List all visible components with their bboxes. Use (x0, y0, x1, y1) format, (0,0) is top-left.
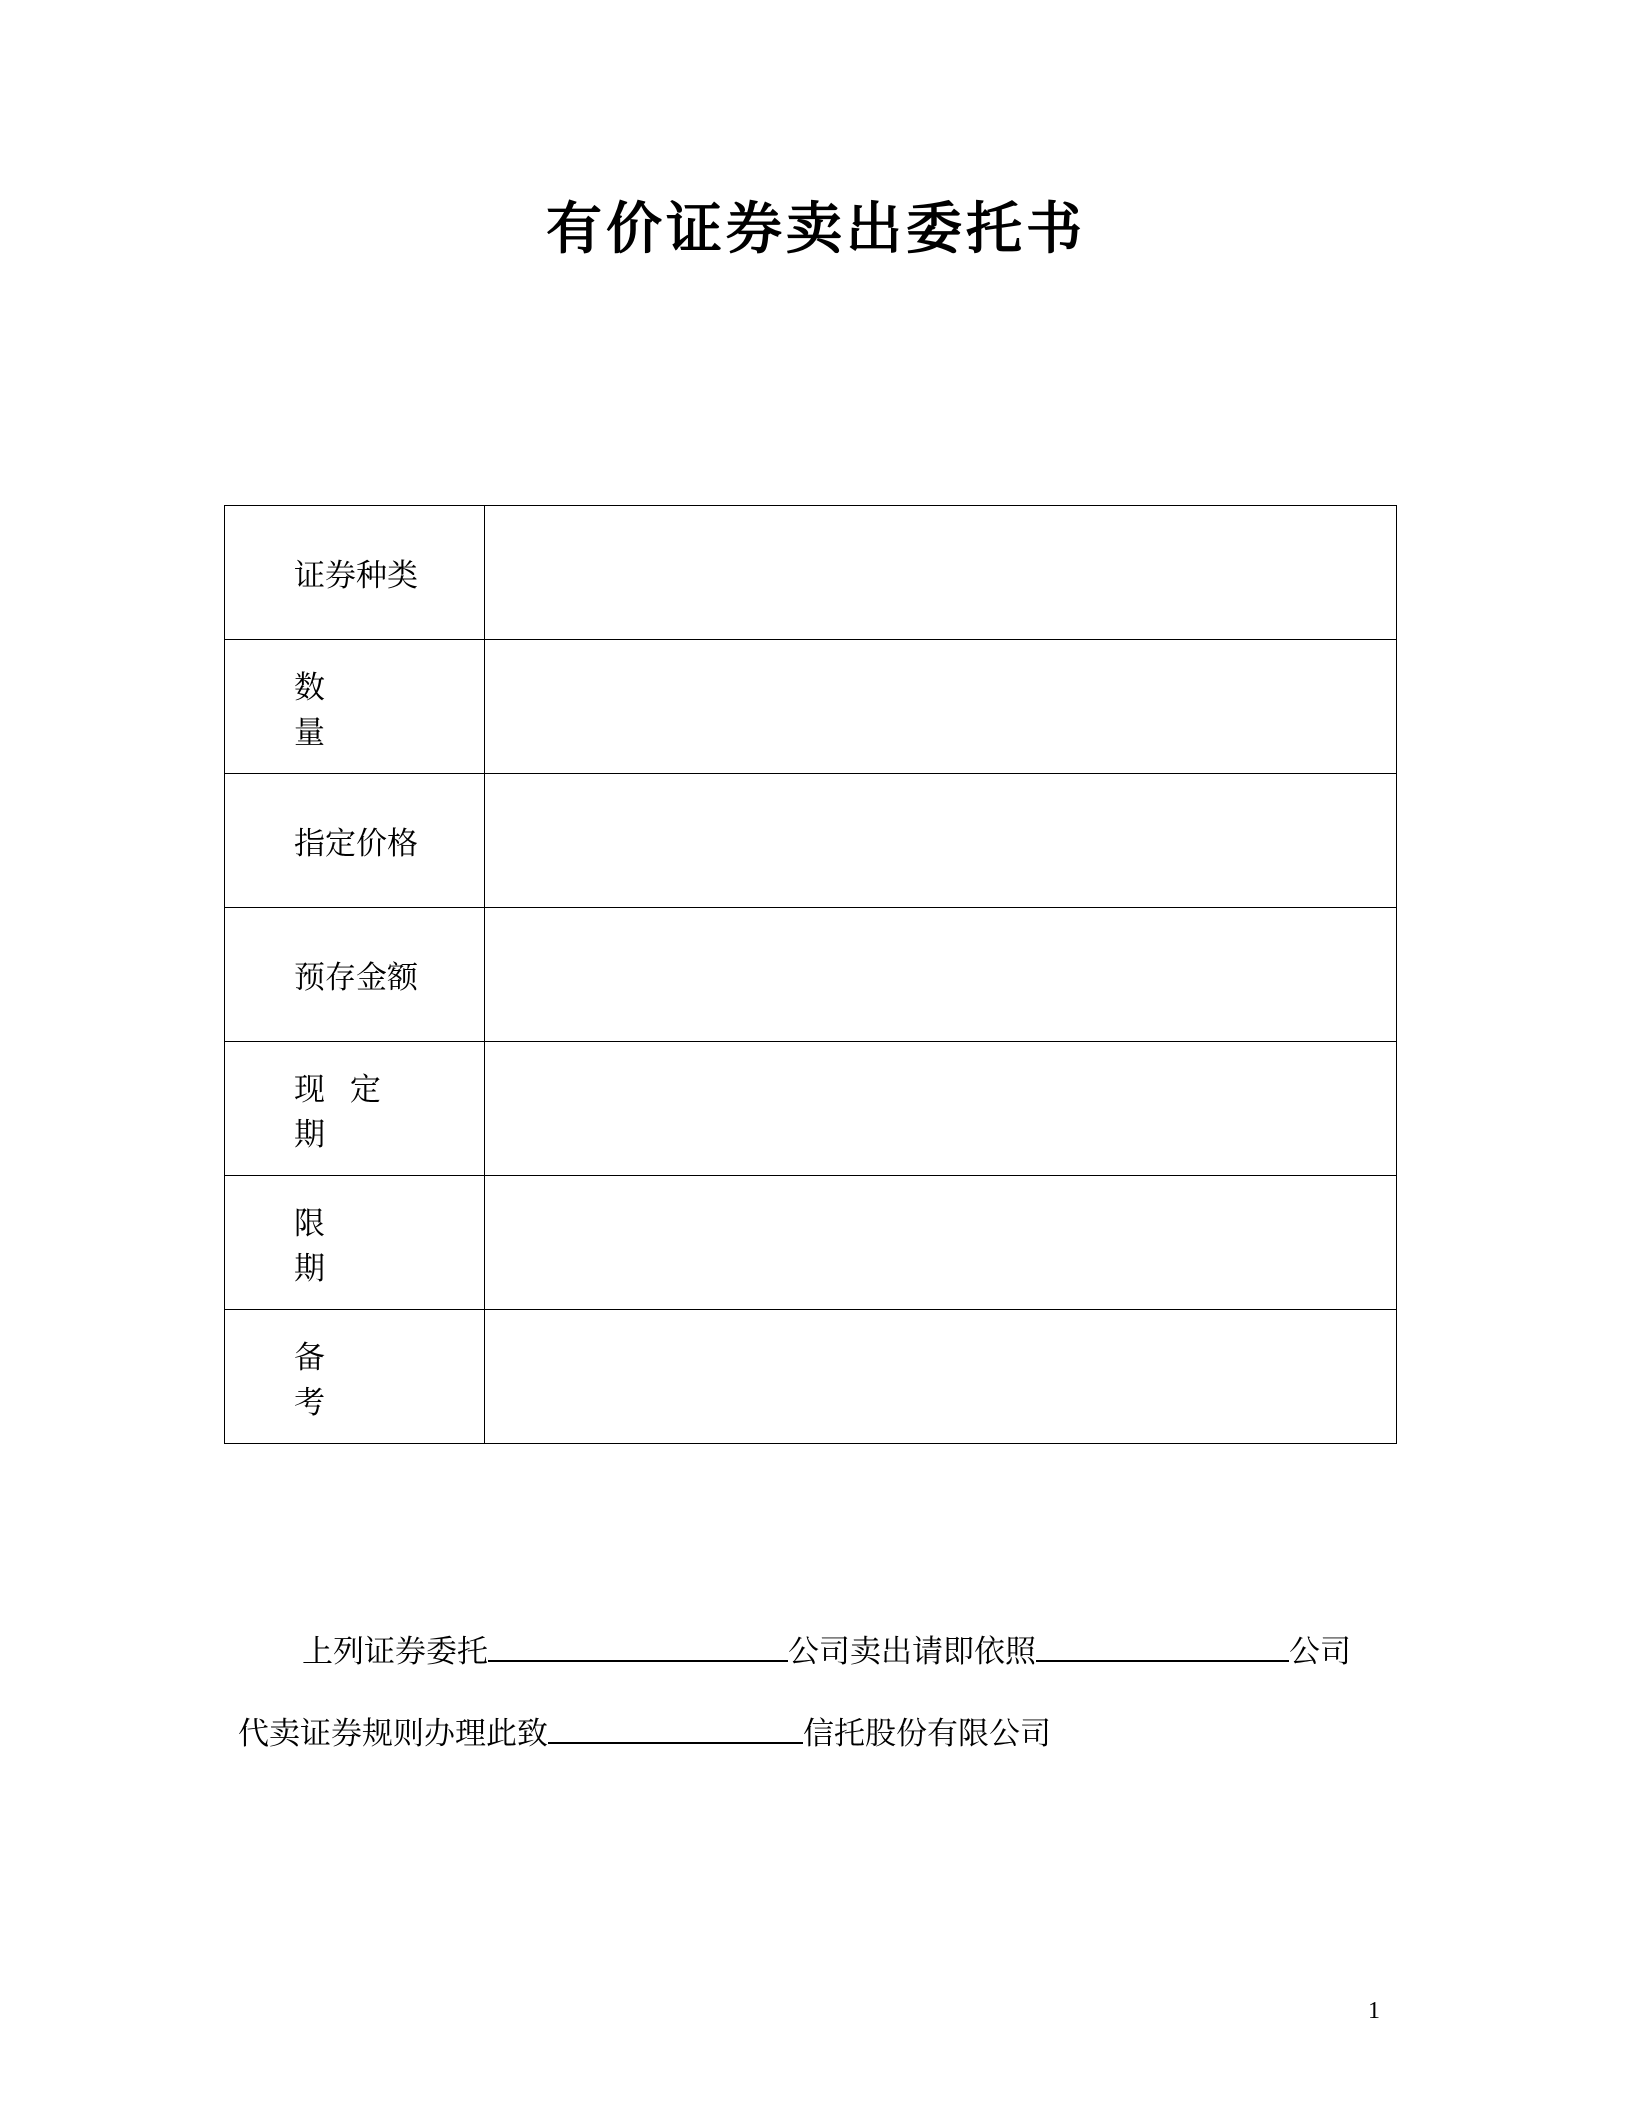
row-label-deposit-amount (294, 952, 418, 997)
row-label-fixed-term (294, 1064, 418, 1154)
label-text: 限 期 (294, 1205, 325, 1287)
table-row (225, 774, 1397, 908)
table-row (225, 1176, 1397, 1310)
label-text: 数 量 (294, 669, 325, 751)
remarks-field[interactable] (485, 1310, 1397, 1444)
row-label-specified-price (294, 818, 418, 863)
closing-line-1 (302, 1630, 1351, 1672)
closing-line-2 (238, 1712, 1051, 1754)
blank-line-field[interactable] (548, 1712, 803, 1744)
label-cell (225, 506, 485, 640)
label-cell (225, 1042, 485, 1176)
row-label-securities-type (294, 550, 418, 595)
time-limit-field[interactable] (485, 1176, 1397, 1310)
row-label-time-limit (294, 1198, 418, 1288)
row-label-quantity (294, 662, 418, 752)
label-cell (225, 908, 485, 1042)
label-text: 证券种类 (294, 558, 418, 594)
quantity-field[interactable] (485, 640, 1397, 774)
closing-text: 公司卖出请即依照 (788, 1634, 1036, 1670)
closing-text: 信托股份有限公司 (803, 1716, 1051, 1752)
table-row (225, 1042, 1397, 1176)
label-text: 现 定 期 (294, 1071, 381, 1153)
table-row (225, 908, 1397, 1042)
table-row (225, 640, 1397, 774)
deposit-amount-field[interactable] (485, 908, 1397, 1042)
fixed-term-field[interactable] (485, 1042, 1397, 1176)
document-title: 有价证券卖出委托书 (546, 197, 1086, 262)
entrustment-form-table (224, 505, 1397, 1444)
row-label-remarks (294, 1332, 418, 1422)
blank-line-field[interactable] (1036, 1630, 1289, 1662)
closing-text: 上列证券委托 (302, 1634, 488, 1670)
label-cell (225, 640, 485, 774)
blank-line-field[interactable] (488, 1630, 788, 1662)
page-number: 1 (1368, 1998, 1380, 2024)
table-row (225, 1310, 1397, 1444)
closing-text: 公司 (1289, 1634, 1351, 1670)
label-text: 指定价格 (294, 826, 418, 862)
table-row (225, 506, 1397, 640)
label-text: 备 考 (294, 1339, 325, 1421)
closing-text: 代卖证券规则办理此致 (238, 1716, 548, 1752)
label-cell (225, 1176, 485, 1310)
securities-type-field[interactable] (485, 506, 1397, 640)
specified-price-field[interactable] (485, 774, 1397, 908)
label-cell (225, 774, 485, 908)
label-text: 预存金额 (294, 960, 418, 996)
label-cell (225, 1310, 485, 1444)
